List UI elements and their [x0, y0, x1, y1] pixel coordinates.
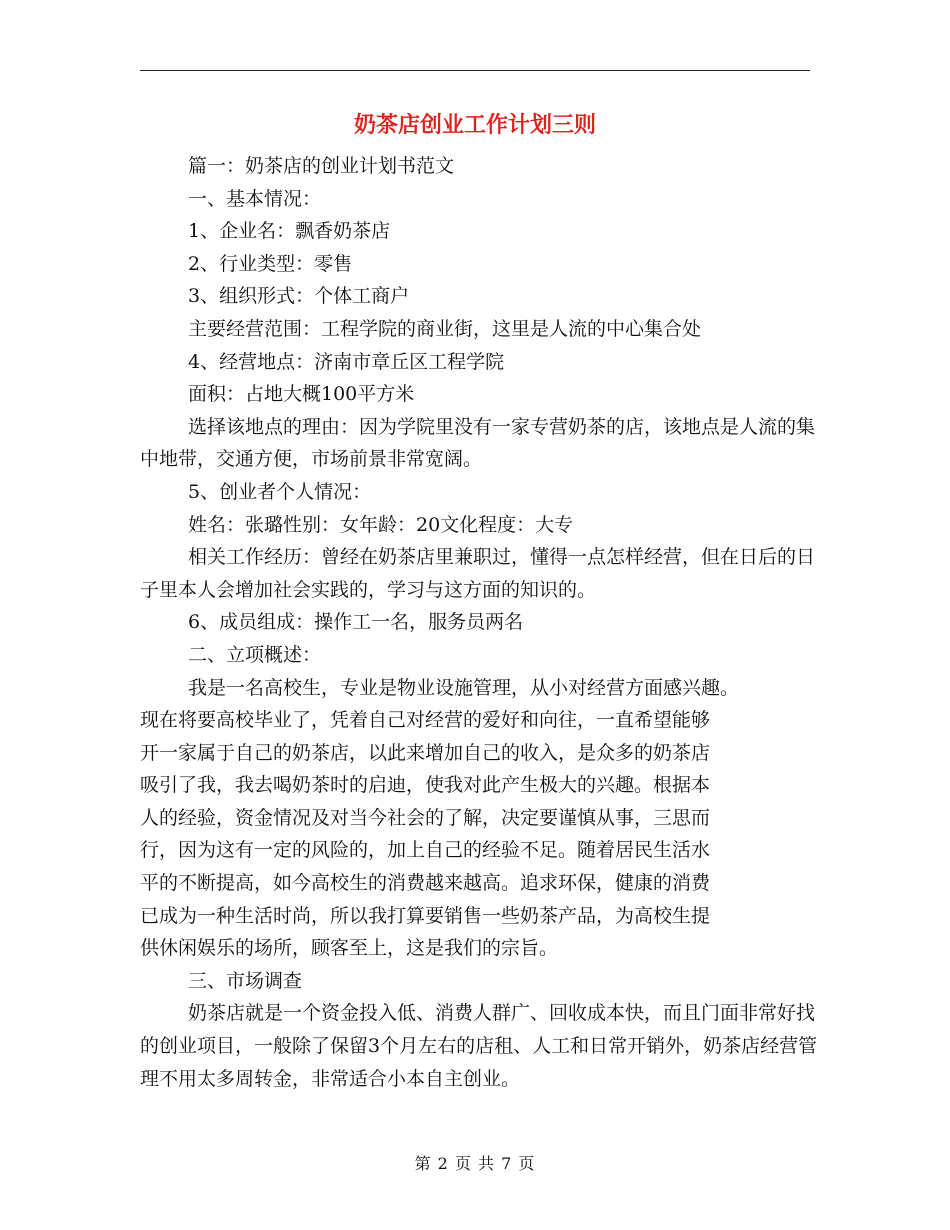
paragraph-company-name: 1、企业名：飘香奶茶店 — [188, 220, 391, 243]
paragraph-business-scope: 主要经营范围：工程学院的商业街，这里是人流的中心集合处 — [188, 317, 702, 340]
paragraph-section-2-heading: 二、立项概述： — [188, 643, 322, 666]
paragraph-section-3-heading: 三、市场调查 — [188, 969, 303, 992]
page-number: 第 2 页 共 7 页 — [414, 1154, 536, 1173]
document-title: 奶茶店创业工作计划三则 — [353, 113, 596, 138]
paragraph-project-overview: 现在将要高校毕业了，凭着自己对经营的爱好和向往，一直希望能够 开一家属于自己的奶茶店，以此来增加自己的收入，是众多的奶茶店 吸引了我，我去喝奶茶时的启迪，使我对此产生极大的兴趣。根据本 人的经验，资金情况及对当今社会的了解，决定要谨慎从事，三思而 行，因为这有一定的风险的，加上自己的经验不足。随着居民生活水 平的不断提高，如今高校生的消费越来越高。追求环保，健康的消费 已成为一种生活时尚，所以我打算要销售一些奶茶产品，为高校生提 供休闲娱乐的场所，顾客至上，这是我们的宗旨。 — [140, 709, 711, 960]
document-body — [140, 150, 820, 1095]
paragraph-location: 4、经营地点：济南市章丘区工程学院 — [188, 350, 505, 373]
paragraph-project-intro: 我是一名高校生，专业是物业设施管理，从小对经营方面感兴趣。 — [188, 676, 740, 699]
paragraph-section-1-heading: 一、基本情况： — [188, 187, 322, 210]
paragraph-industry-type: 2、行业类型：零售 — [188, 252, 353, 275]
paragraph-founder-heading: 5、创业者个人情况： — [188, 480, 372, 503]
header-rule — [140, 70, 810, 71]
paragraph-market-research: 奶茶店就是一个资金投入低、消费人群广、回收成本快，而且门面非常好找的创业项目，一般除了保留3个月左右的店租、人工和日常开销外，奶茶店经营管理不用太多周转金，非常适合小本自主创业。 — [140, 1002, 818, 1090]
paragraph-area: 面积：占地大概100平方米 — [188, 383, 415, 406]
paragraph-location-reason: 选择该地点的理由：因为学院里没有一家专营奶茶的店，该地点是人流的集中地带，交通方便，市场前景非常宽阔。 — [140, 415, 816, 471]
paragraph-chapter-heading: 篇一：奶茶店的创业计划书范文 — [188, 155, 455, 177]
paragraph-work-experience: 相关工作经历：曾经在奶茶店里兼职过，懂得一点怎样经营，但在日后的日子里本人会增加社会实践的，学习与这方面的知识的。 — [140, 546, 816, 601]
paragraph-organization-form: 3、组织形式：个体工商户 — [188, 285, 410, 308]
paragraph-founder-info: 姓名：张璐性别：女年龄：20文化程度：大专 — [188, 513, 574, 536]
paragraph-members: 6、成员组成：操作工一名，服务员两名 — [188, 611, 524, 634]
